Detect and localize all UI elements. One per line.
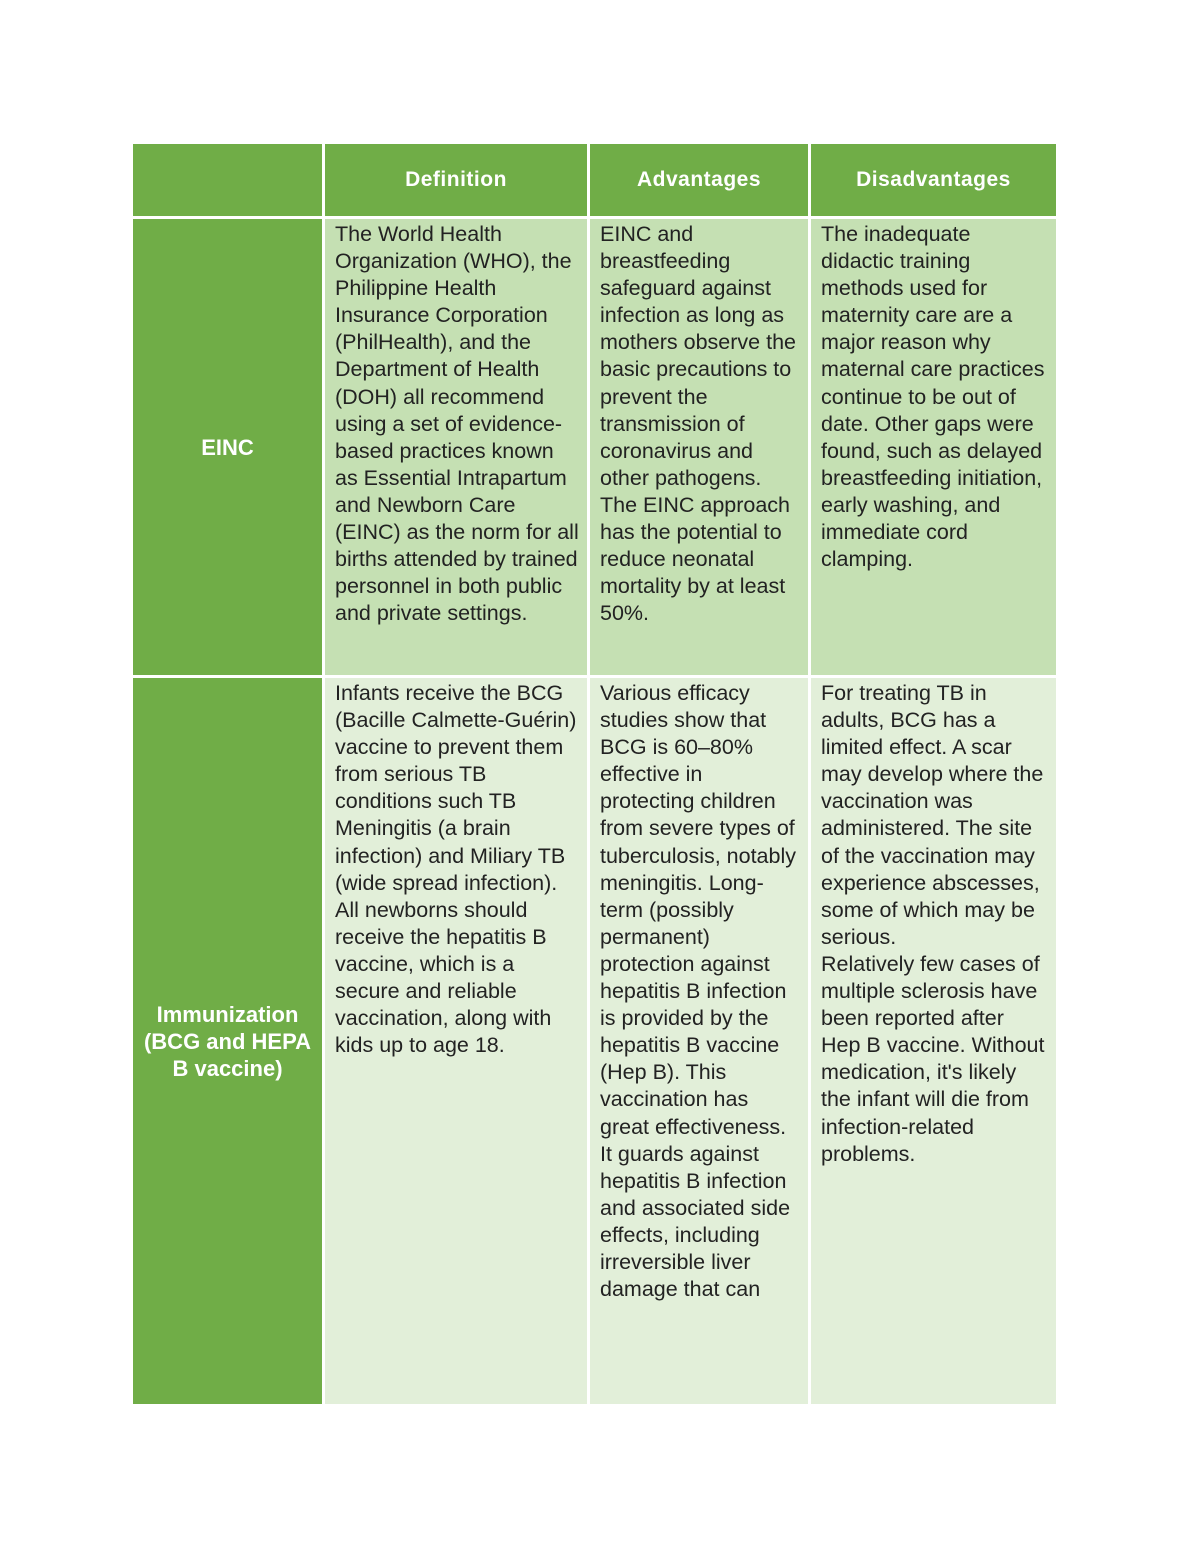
disadvantages-cell <box>810 677 1058 1406</box>
advantages-text: EINC and breastfeeding safeguard against infection as long as mothers observe the basic precautions to prevent the transmission of coronavirus and other pathogens. The EINC approach has the potential to reduce neonatal mortality by at least 50%. <box>600 222 796 626</box>
definition-cell <box>324 677 589 1406</box>
row-label: Immunization (BCG and HEPA B vaccine) <box>143 1001 312 1081</box>
advantages-cell <box>589 218 810 677</box>
row-label-cell <box>132 677 324 1406</box>
disadvantages-text: For treating TB in adults, BCG has a limited effect. A scar may develop where the vaccination was administered. The site of the vaccination may experience abscesses, some of which may be serious. Relatively few cases of multiple sclerosis have been reported after Hep B vaccine. Without medication, it's likely the infant will die from infection-related problems. <box>821 681 1045 1166</box>
disadvantages-cell <box>810 218 1058 677</box>
table-header-row <box>132 143 1058 218</box>
advantages-text: Various efficacy studies show that BCG is 60–80% effective in protecting children from severe types of tuberculosis, notably meningitis. Long-term (possibly permanent) protection against hepatitis B infection is provided by the hepatitis B vaccine (Hep B). This vaccination has great effectiveness. It guards against hepatitis B infection and associated side effects, including irreversible liver damage that can <box>600 681 796 1302</box>
disadvantages-text: The inadequate didactic training methods used for maternity care are a major reason why maternal care practices continue to be out of date. Other gaps were found, such as delayed breastfeeding initiation, early washing, and immediate cord clamping. <box>821 222 1045 572</box>
table-row <box>132 218 1058 677</box>
definition-text: The World Health Organization (WHO), the Philippine Health Insurance Corporation (PhilHealth), and the Department of Health (DOH) all recommend using a set of evidence-based practices known as Essential Intrapartum and Newborn Care (EINC) as the norm for all births attended by trained personnel in both public and private settings. <box>335 222 579 626</box>
header-cell-empty <box>132 143 324 218</box>
header-cell-disadvantages: Disadvantages <box>810 143 1058 218</box>
definition-cell <box>324 218 589 677</box>
row-label: EINC <box>201 434 254 460</box>
comparison-table <box>130 141 1059 1407</box>
row-label-cell <box>132 218 324 677</box>
header-cell-advantages: Advantages <box>589 143 810 218</box>
definition-text: Infants receive the BCG (Bacille Calmette-Guérin) vaccine to prevent them from serious TB conditions such TB Meningitis (a brain infection) and Miliary TB (wide spread infection). All newborns should receive the hepatitis B vaccine, which is a secure and reliable vaccination, along with kids up to age 18. <box>335 681 577 1058</box>
header-cell-definition: Definition <box>324 143 589 218</box>
table-row <box>132 677 1058 1406</box>
advantages-cell <box>589 677 810 1406</box>
